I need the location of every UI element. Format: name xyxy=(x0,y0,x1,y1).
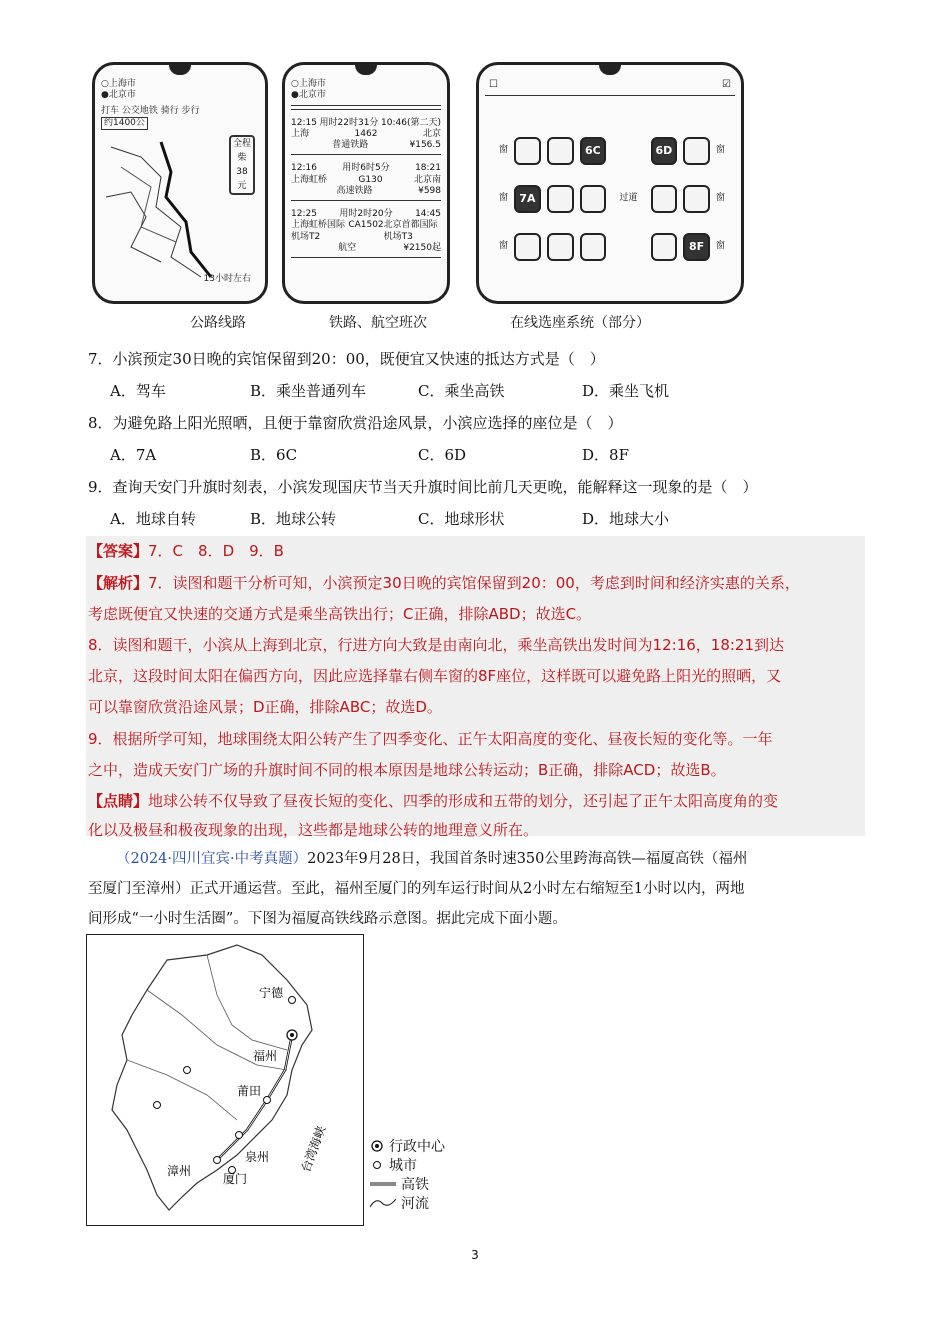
phone-road-route xyxy=(92,62,268,304)
caption-seat: 在线选座系统（部分） xyxy=(510,315,650,331)
city-label: 宁德 xyxy=(259,986,284,1000)
legend-item: 城市 xyxy=(370,1155,445,1174)
schedule-to: ●北京市 xyxy=(291,90,326,101)
capital-icon xyxy=(370,1139,384,1153)
window-label: 窗 xyxy=(499,145,509,156)
seat-app-toolbar xyxy=(485,79,735,92)
check-icon: ☑ xyxy=(722,79,731,90)
province-outline xyxy=(112,945,312,1210)
option[interactable]: D．地球大小 xyxy=(582,510,670,528)
schedule-duration: 用时22时31分 xyxy=(319,117,379,128)
checkbox-icon: ☐ xyxy=(489,79,498,90)
seat-button[interactable] xyxy=(547,233,574,261)
phone-notch xyxy=(599,65,621,75)
seat-button[interactable]: 6C xyxy=(580,137,607,165)
seat-button[interactable] xyxy=(514,137,541,165)
seat-button[interactable] xyxy=(683,185,710,213)
fujian-map xyxy=(87,935,363,1225)
city-marker xyxy=(184,1067,191,1074)
seat-row xyxy=(499,185,725,213)
analysis-line: 8．读图和题干，小滨从上海到北京，行进方向大致是由南向北，乘坐高铁出发时间为12:16，18:21到达 xyxy=(88,636,785,654)
route-duration: 13小时左右 xyxy=(203,273,251,284)
answer-text: 7．C 8．D 9．B xyxy=(148,542,284,560)
schedule-dep-time: 12:15 xyxy=(291,117,317,128)
intro-line: 间形成“一小时生活圈”。下图为福厦高铁线路示意图。据此完成下面小题。 xyxy=(88,911,567,927)
seat-button[interactable] xyxy=(651,185,678,213)
seat-button[interactable] xyxy=(514,233,541,261)
option[interactable]: D．乘坐飞机 xyxy=(582,382,670,400)
schedule-list xyxy=(291,118,441,259)
analysis-line: 可以靠窗欣赏沿途风景；D正确，排除ABC；故选D。 xyxy=(88,698,442,716)
river xyxy=(207,955,287,1050)
schedule-entry[interactable] xyxy=(291,118,441,156)
schedule-arr-time: 14:45 xyxy=(415,209,441,219)
schedule-arr: 北京 xyxy=(422,128,441,139)
map-legend xyxy=(370,1136,445,1212)
schedule-price: ¥2150起 xyxy=(403,242,441,253)
source-tag: （2024·四川宜宾·中考真题） xyxy=(116,851,308,867)
answer-tag: 【答案】 xyxy=(88,542,149,560)
city-label: 莆田 xyxy=(237,1084,262,1098)
river xyxy=(127,1060,237,1120)
schedule-type: 普通铁路 xyxy=(332,140,369,150)
analysis-tag: 【解析】 xyxy=(88,574,149,592)
window-label: 窗 xyxy=(716,145,726,156)
tip-line: 化以及极昼和极夜现象的出现，这些都是地球公转的地理意义所在。 xyxy=(88,821,539,839)
analysis-line: 9．根据所学可知，地球围绕太阳公转产生了四季变化、正午太阳高度的变化、昼夜长短的变化等。一年 xyxy=(88,730,773,748)
legend-item: 高铁 xyxy=(370,1174,445,1193)
option[interactable]: C．地球形状 xyxy=(418,510,505,528)
caption-road: 公路线路 xyxy=(190,315,246,331)
tip-tag: 【点睛】 xyxy=(88,792,149,810)
province-border xyxy=(121,167,176,242)
seat-button[interactable]: 8F xyxy=(683,233,710,261)
route-to: ●北京市 xyxy=(101,90,136,101)
seat-button[interactable] xyxy=(580,233,607,261)
city-marker xyxy=(289,997,296,1004)
schedule-arr: 北京首都国际机场T3 xyxy=(383,220,438,242)
province-border xyxy=(106,192,161,262)
railway-map xyxy=(86,934,364,1226)
summary-label: 柴 xyxy=(237,153,247,163)
schedule-dep-time: 12:16 xyxy=(291,163,317,174)
rail-icon xyxy=(370,1178,396,1190)
option[interactable]: C．乘坐高铁 xyxy=(418,382,505,400)
schedule-code: G130 xyxy=(358,174,383,185)
strait-label: 台湾海峡 xyxy=(298,1124,329,1175)
analysis-line: 考虑既便宜又快速的交通方式是乘坐高铁出行；C正确，排除ABD；故选C。 xyxy=(88,605,592,623)
phone-notch xyxy=(355,65,377,75)
schedule-duration: 用时6时5分 xyxy=(342,163,390,174)
question-8: 8．为避免路上阳光照晒，且便于靠窗欣赏沿途风景，小滨应选择的座位是（ ） xyxy=(88,414,623,432)
phone-notch xyxy=(169,65,191,75)
schedule-entry[interactable] xyxy=(291,163,441,201)
page-number: 3 xyxy=(471,1248,479,1262)
schedule-arr-time: 10:46(第二天) xyxy=(381,117,441,128)
schedule-dep: 上海虹桥 xyxy=(291,174,328,185)
schedule-arr-time: 18:21 xyxy=(415,163,441,174)
capital-marker-dot xyxy=(290,1033,294,1037)
schedule-code: CA1502 xyxy=(348,220,384,231)
caption-schedule: 铁路、航空班次 xyxy=(329,315,427,331)
seat-row xyxy=(499,233,725,261)
option[interactable]: B．乘坐普通列车 xyxy=(250,382,367,400)
window-label: 窗 xyxy=(499,241,509,252)
seat-button[interactable] xyxy=(547,185,574,213)
seat-row xyxy=(499,137,725,165)
schedule-type: 高速铁路 xyxy=(336,185,373,196)
analysis-line: 北京，这段时间太阳在偏西方向，因此应选择靠右侧车窗的8F座位，这样既可以避免路上阳光的照晒，又 xyxy=(88,667,782,685)
schedule-dep: 上海 xyxy=(291,128,310,139)
seat-button[interactable] xyxy=(547,137,574,165)
city-label: 泉州 xyxy=(245,1150,270,1164)
analysis-line: 之中，造成天安门广场的升旗时间不同的根本原因是地球公转运动；B正确，排除ACD；故选B。 xyxy=(88,761,726,779)
intro-paragraph: （2024·四川宜宾·中考真题）2023年9月28日，我国首条时速350公里跨海高铁—福厦高铁（福州 xyxy=(116,851,748,867)
route-distance: 约1400公 xyxy=(101,117,148,130)
figure-captions xyxy=(190,312,650,332)
window-label: 窗 xyxy=(499,193,509,204)
seat-button[interactable] xyxy=(683,137,710,165)
city-marker xyxy=(214,1157,221,1164)
legend-item: 河流 xyxy=(370,1193,445,1212)
legend-item: 行政中心 xyxy=(370,1136,445,1155)
aisle: 过道 xyxy=(619,193,638,204)
seat-button[interactable] xyxy=(580,185,607,213)
summary-label: 全程 xyxy=(232,139,251,149)
phone-schedule xyxy=(282,62,450,304)
question-9: 9．查询天安门升旗时刻表，小滨发现国庆节当天升旗时间比前几天更晚，能解释这一现象的是（ ） xyxy=(88,478,758,496)
schedule-dep: 上海虹桥国际机场T2 xyxy=(291,220,346,242)
window-label: 窗 xyxy=(716,193,726,204)
province-border xyxy=(111,147,201,277)
schedule-type: 航空 xyxy=(338,242,357,253)
seat-button[interactable]: 7A xyxy=(514,185,541,213)
option[interactable]: B．地球公转 xyxy=(250,510,337,528)
route-modes: 打车 公交地铁 骑行 步行 xyxy=(101,105,200,116)
answer-line xyxy=(88,540,284,561)
schedule-price: ¥598 xyxy=(418,185,441,196)
option[interactable]: D．8F xyxy=(582,446,629,464)
option[interactable]: B．6C xyxy=(250,446,298,464)
analysis-line: 【解析】7．读图和题干分析可知，小滨预定30日晚的宾馆保留到20：00，考虑到时间和经济实惠的关系， xyxy=(88,574,800,592)
route-line xyxy=(161,142,211,277)
city-label: 漳州 xyxy=(167,1164,192,1178)
route-from: ○上海市 xyxy=(101,79,136,89)
city-label: 福州 xyxy=(253,1049,278,1063)
city-marker xyxy=(154,1102,161,1109)
city-marker xyxy=(264,1097,271,1104)
option[interactable]: A．驾车 xyxy=(110,382,166,400)
schedule-from: ○上海市 xyxy=(291,79,326,89)
seat-button[interactable]: 6D xyxy=(651,137,678,165)
schedule-arr: 北京南 xyxy=(413,174,441,185)
schedule-dep-time: 12:25 xyxy=(291,209,317,219)
option[interactable]: A．7A xyxy=(110,446,157,464)
river-icon xyxy=(370,1197,396,1209)
phone-illustrations xyxy=(92,62,742,302)
question-7: 7．小滨预定30日晚的宾馆保留到20：00，既便宜又快速的抵达方式是（ ） xyxy=(88,350,605,368)
summary-label: 38 xyxy=(236,167,248,177)
summary-label: 元 xyxy=(237,181,247,191)
schedule-code: 1462 xyxy=(354,128,378,139)
schedule-price: ¥156.5 xyxy=(409,140,441,150)
phone-seat-selection xyxy=(476,62,744,304)
option[interactable]: A．地球自转 xyxy=(110,510,196,528)
city-marker xyxy=(236,1132,243,1139)
schedule-duration: 用时2时20分 xyxy=(339,209,393,219)
intro-line: 至厦门至漳州）正式开通运营。至此，福州至厦门的列车运行时间从2小时左右缩短至1小时以内，两地 xyxy=(88,881,745,897)
schedule-entry[interactable] xyxy=(291,209,441,258)
window-label: 窗 xyxy=(716,241,726,252)
route-summary-panel xyxy=(229,135,255,195)
tip-line: 【点睛】地球公转不仅导致了昼夜长短的变化、四季的形成和五带的划分，还引起了正午太阳高度角的变 xyxy=(88,792,779,810)
seat-button[interactable] xyxy=(651,233,678,261)
city-label: 厦门 xyxy=(223,1172,248,1186)
city-icon xyxy=(370,1158,384,1172)
option[interactable]: C．6D xyxy=(418,446,467,464)
seat-grid xyxy=(499,137,725,281)
